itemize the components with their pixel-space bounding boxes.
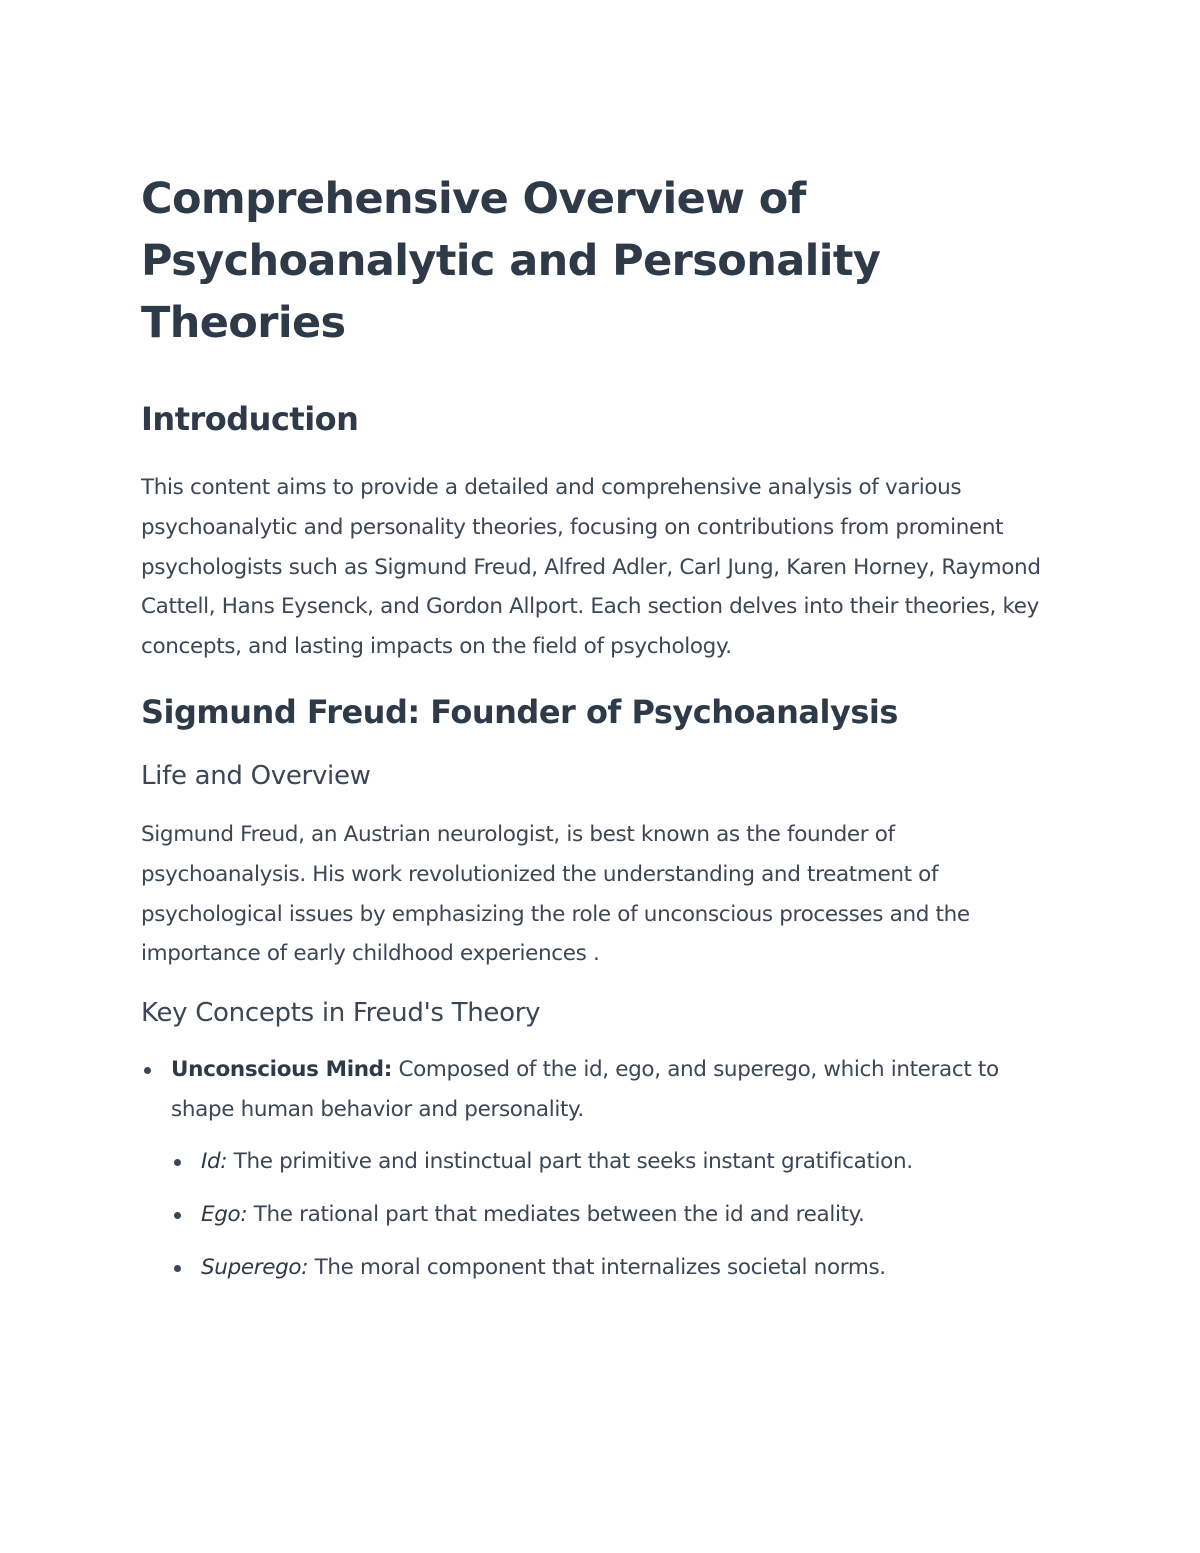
life-overview-heading: Life and Overview <box>141 760 371 791</box>
list-item <box>171 1248 1061 1288</box>
key-concepts-heading: Key Concepts in Freud's Theory <box>141 998 541 1029</box>
list-item-text: The rational part that mediates between the id and reality. <box>247 1201 865 1227</box>
introduction-heading: Introduction <box>141 400 359 438</box>
list-item-text: The primitive and instinctual part that seeks instant gratification. <box>227 1148 913 1174</box>
key-concepts-list <box>141 1050 1061 1288</box>
list-item <box>171 1142 1061 1182</box>
list-item-term: Id: <box>201 1148 228 1174</box>
list-item <box>171 1195 1061 1235</box>
document-title: Comprehensive Overview of Psychoanalytic and Personality Theories <box>141 174 881 348</box>
list-item-term: Superego: <box>201 1254 309 1280</box>
nested-list <box>171 1142 1061 1288</box>
list-item-term: Unconscious Mind: <box>171 1057 392 1083</box>
document-page <box>141 168 1061 1301</box>
list-item-text: The moral component that internalizes societal norms. <box>308 1254 886 1280</box>
life-overview-paragraph: Sigmund Freud, an Austrian neurologist, is best known as the founder of psychoanalysis. His work revolutionized the understanding and treatment of psychological issues by emphasizing the role of unconscious processes and the importance of early childhood experiences . <box>141 821 970 967</box>
freud-section-heading: Sigmund Freud: Founder of Psychoanalysis <box>141 692 898 731</box>
introduction-paragraph: This content aims to provide a detailed and comprehensive analysis of various psychoanalytic and personality theories, focusing on contributions from prominent psychologists such as Sigmund Freud, Alfred Adler, Carl Jung, Karen Horney, Raymond Cattell, Hans Eysenck, and Gordon Allport. Each section delves into their theories, key concepts, and lasting impacts on the field of psychology. <box>141 475 1041 660</box>
list-item-term: Ego: <box>201 1201 248 1227</box>
list-item <box>141 1050 1061 1288</box>
list-item-text: Composed of the id, ego, and superego, which interact to shape human behavior and personality. <box>171 1057 999 1122</box>
